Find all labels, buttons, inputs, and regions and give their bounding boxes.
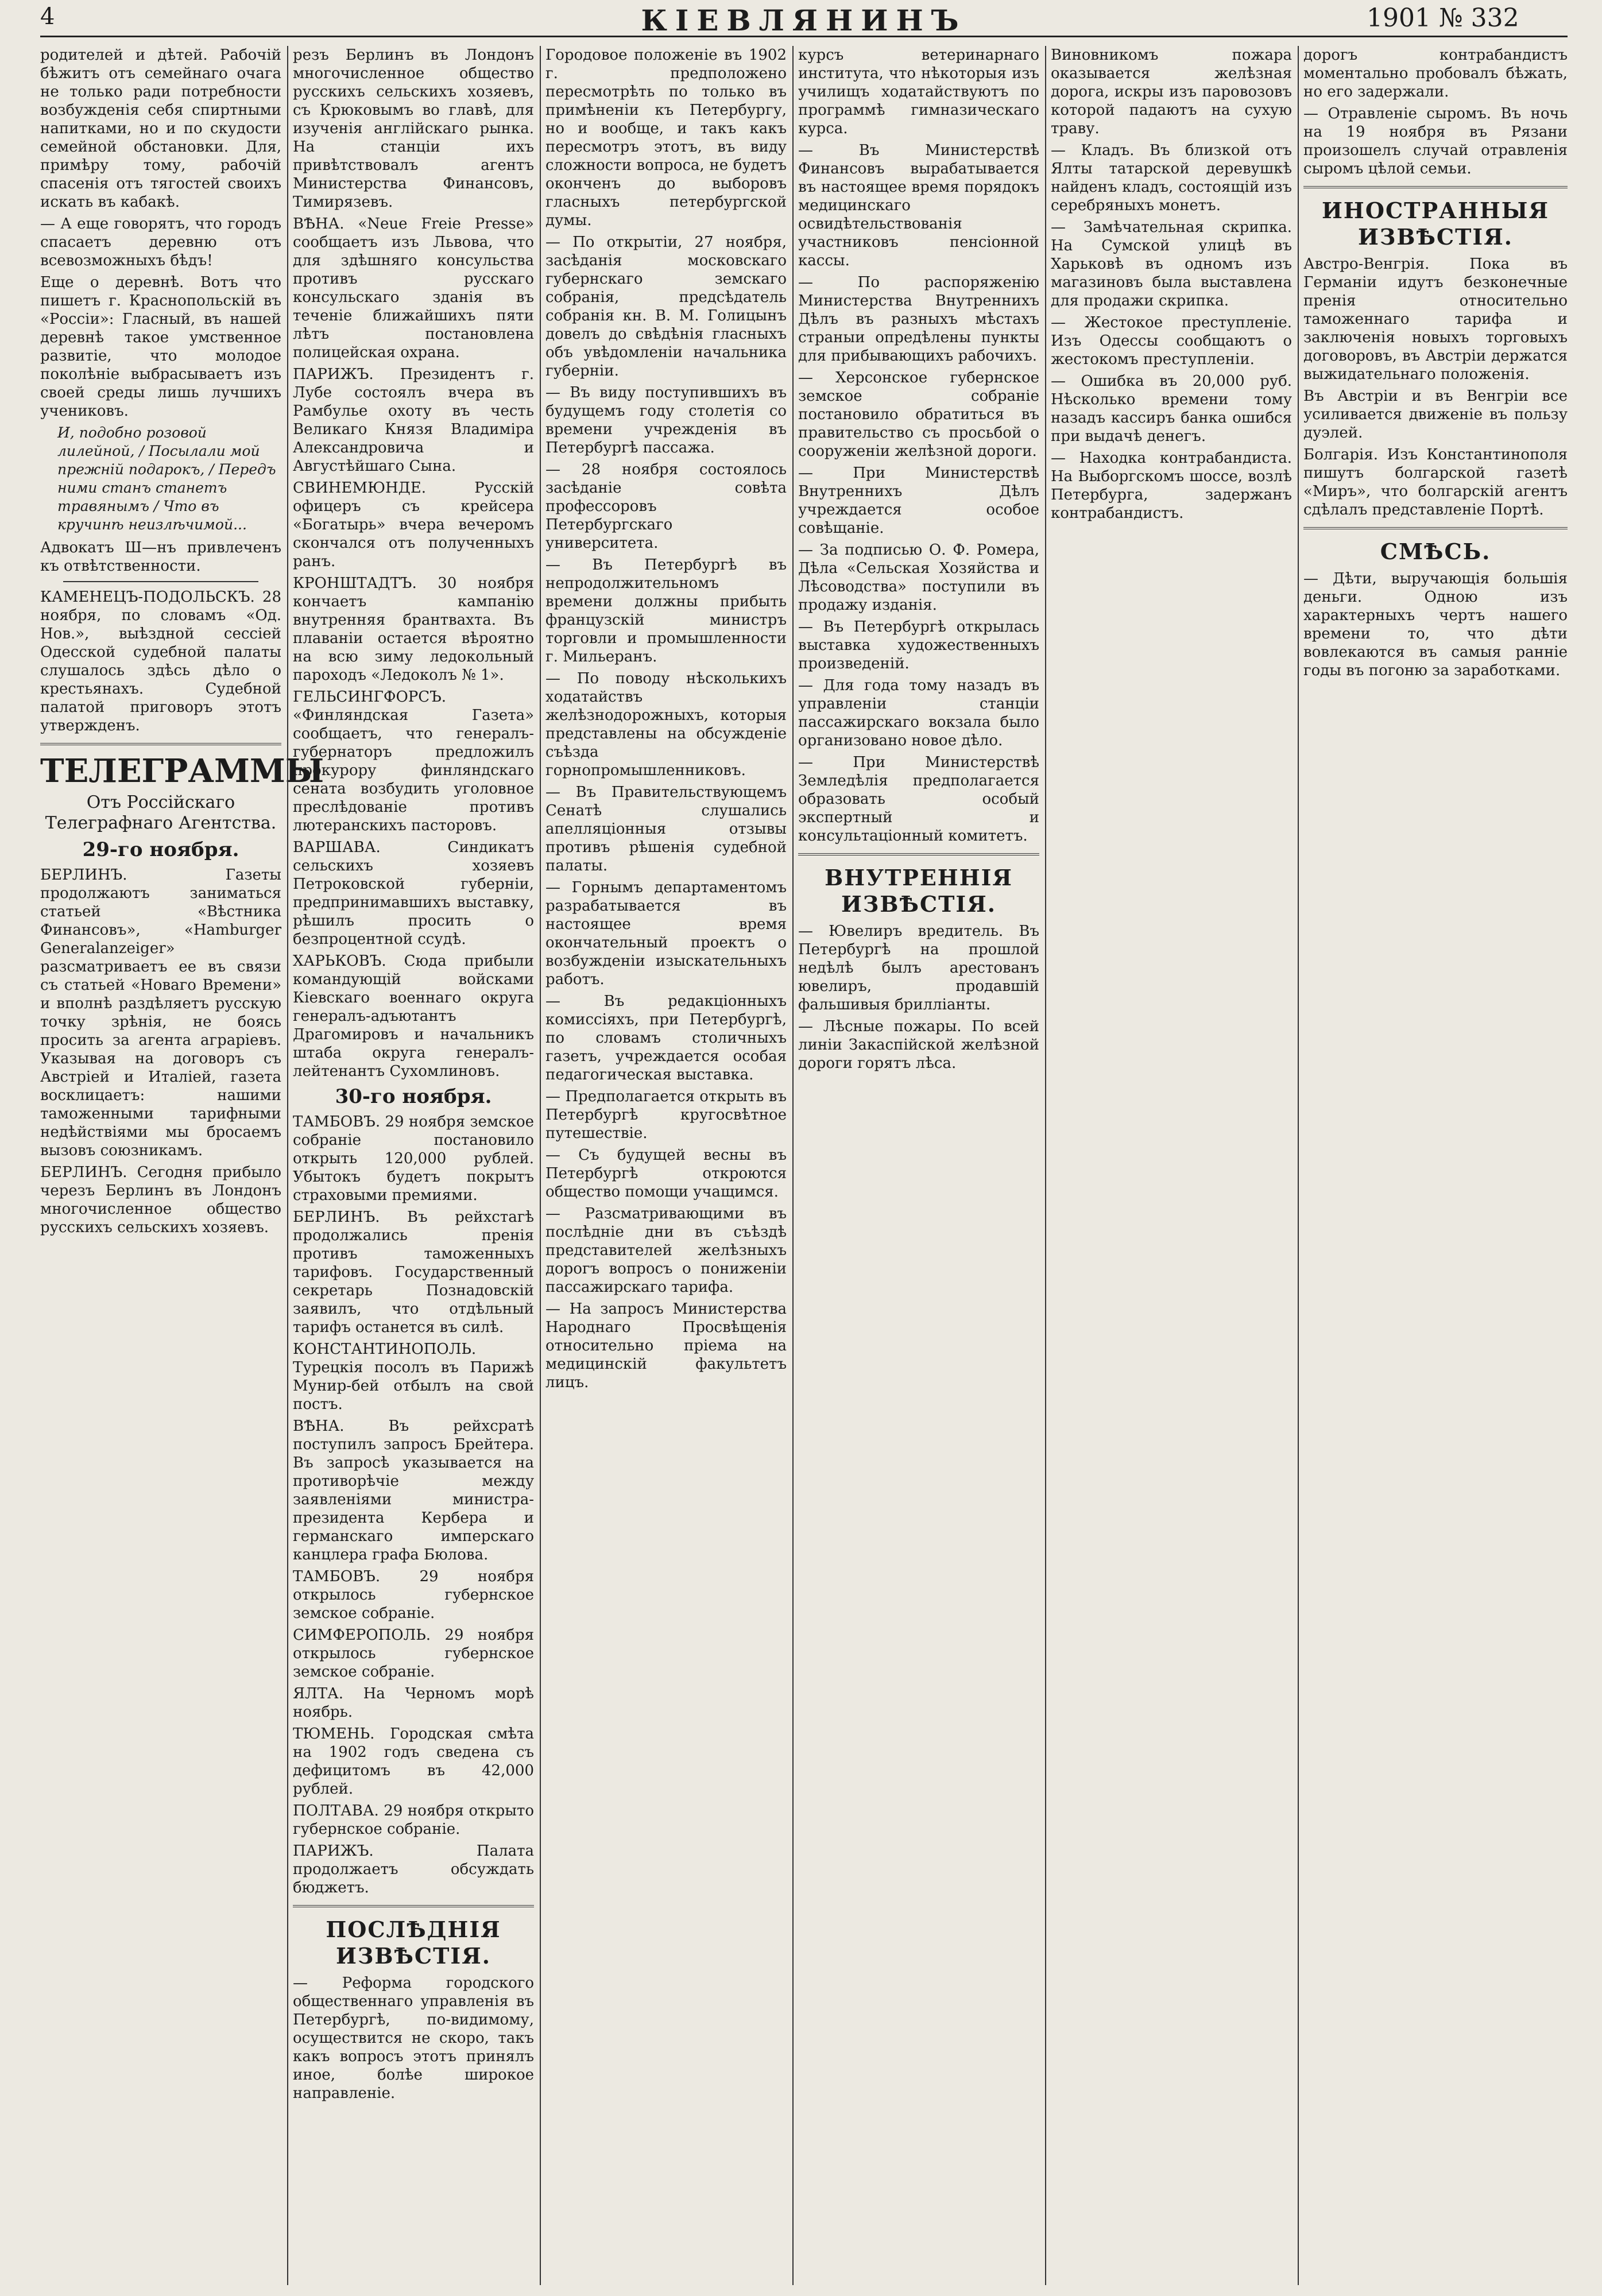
divider — [40, 743, 281, 745]
col2-paragraph: СВИНЕМЮНДЕ. Русскій офицеръ съ крейсера «Богатырь» вчера вечеромъ скончался отъ полученныхъ ранъ. — [293, 479, 534, 570]
col6-paragraph: Болгарія. Изъ Константинополя пишутъ болгарской газетѣ «Миръ», что болгарскій агентъ сдѣлалъ представленіе Портѣ. — [1303, 446, 1568, 518]
col2-paragraph: резъ Берлинъ въ Лондонъ многочисленное общество русскихъ сельскихъ хозяевъ, съ Крюковымъ во главѣ, для изученія англійскаго рынка. На станціи ихъ привѣтствовалъ агентъ Министерства Финансовъ, Тимирязевъ. — [293, 47, 534, 211]
divider — [1303, 527, 1568, 529]
col2-paragraph: СИМФЕРОПОЛЬ. 29 ноября открылось губернское земское собраніе. — [293, 1627, 534, 1681]
col6-paragraph: Въ Австріи и въ Венгріи все усиливается движеніе въ пользу дуэлей. — [1303, 388, 1568, 442]
miscellany-heading: СМѢСЬ. — [1380, 539, 1491, 564]
last-news-heading: ПОСЛѢДНІЯ ИЗВѢСТІЯ. — [326, 1916, 501, 1969]
col2-paragraph: ВѢНА. «Neue Freie Presse» сообщаетъ изъ Львова, что для здѣшняго консульства противъ русскаго консульскаго зданія въ теченіе ближайшихъ пяти лѣтъ постановлена полицейская охрана. — [293, 215, 534, 361]
col4-paragraph: — За подписью О. Ф. Ромера, Дѣла «Сельская Хозяйства и Лѣсоводства» поступили въ продажу изданія. — [798, 541, 1039, 614]
issue-date: 1901 № 332 — [1367, 3, 1519, 33]
col3-paragraph: — Въ Петербургѣ въ непродолжительномъ времени должны прибыть французскій министръ торговли и промышленности г. Мильеранъ. — [545, 556, 787, 665]
col3-paragraph: — Въ Правительствующемъ Сенатѣ слушались апелляціонныя отзывы противъ рѣшенія судебной палаты. — [545, 784, 787, 874]
foreign-news-heading: ИНОСТРАННЫЯ ИЗВѢСТІЯ. — [1322, 198, 1549, 250]
col1-paragraph: БЕРЛИНЪ. Сегодня прибыло черезъ Берлинъ въ Лондонъ многочисленное общество русскихъ сельскихъ хозяевъ. — [40, 1164, 281, 1236]
col3-paragraph: Городовое положеніе въ 1902 г. предположено пересмотрѣть по только въ примѣненіи къ Петербургу, но и вообще, и такъ какъ пересмотръ этотъ, въ виду сложности вопроса, не будетъ оконченъ до выборовъ гласныхъ петербургской думы. — [545, 47, 787, 229]
col3-paragraph: — По открытіи, 27 ноября, засѣданія московскаго губернскаго земскаго собранія, предсѣдатель собранія кн. В. М. Голицынъ довелъ до свѣдѣнія гласныхъ объ увѣдомленіи начальника губерніи. — [545, 234, 787, 380]
col2-paragraph: — Реформа городского общественнаго управленія въ Петербургѣ, по-видимому, осуществится не скоро, такъ какъ вопросъ этотъ принялъ иное, болѣе широкое направленіе. — [293, 1974, 534, 2102]
col4-paragraph: — При Министерствѣ Внутреннихъ Дѣлъ учреждается особое совѣщаніе. — [798, 464, 1039, 537]
col2-paragraph: ПОЛТАВА. 29 ноября открыто губернское собраніе. — [293, 1802, 534, 1838]
col2-paragraph: ЯЛТА. На Черномъ морѣ ноябрь. — [293, 1685, 534, 1721]
column-divider — [1045, 46, 1046, 2285]
col4-paragraph: курсъ ветеринарнаго института, что нѣкоторыя изъ училищъ ходатайствуютъ по программѣ гимназическаго курса. — [798, 47, 1039, 137]
column-divider — [792, 46, 794, 2285]
col3-paragraph: — Разсматривающими въ послѣдніе дни въ съѣздѣ представителей желѣзныхъ дорогъ вопросъ о пониженіи пассажирскаго тарифа. — [545, 1205, 787, 1296]
col1-paragraph: — А еще говорятъ, что городъ спасаетъ деревню отъ всевозможныхъ бѣдъ! — [40, 215, 281, 269]
col2-paragraph: ТАМБОВЪ. 29 ноября открылось губернское земское собраніе. — [293, 1568, 534, 1622]
col5-paragraph: Виновникомъ пожара оказывается желѣзная дорога, искры изъ паровозовъ которой падаютъ на сухую траву. — [1051, 47, 1292, 137]
col4-paragraph: — Херсонское губернское земское собраніе постановило обратиться въ правительство съ просьбой о сооруженіи желѣзной дороги. — [798, 369, 1039, 460]
column-1 — [40, 46, 324, 2285]
col3-paragraph: — Съ будущей весны въ Петербургѣ откроются общество помощи учащимся. — [545, 1147, 787, 1201]
col5-paragraph: — Замѣчательная скрипка. На Сумской улицѣ въ Харьковѣ въ одномъ изъ магазиновъ была выставлена для продажи скрипка. — [1051, 219, 1292, 309]
col4-paragraph: — Лѣсные пожары. По всей линіи Закаспійской желѣзной дороги горятъ лѣса. — [798, 1018, 1039, 1072]
col2-paragraph: ТАМБОВЪ. 29 ноября земское собраніе постановило открыть 120,000 рублей. Убытокъ будетъ покрытъ страховыми премиями. — [293, 1113, 534, 1204]
telegrams-subheading: Отъ Россійскаго Телеграфнаго Агентства. — [45, 792, 277, 833]
col3-paragraph: — По поводу нѣсколькихъ ходатайствъ желѣзнодорожныхъ, которыя представлены на обсужденіе съѣзда горнопромышленниковъ. — [545, 670, 787, 779]
col4-paragraph: — При Министерствѣ Земледѣлія предполагается образовать особый экспертный и консультаціонный комитетъ. — [798, 754, 1039, 845]
col2-paragraph: КОНСТАНТИНОПОЛЬ. Турецкія посолъ въ Парижѣ Мунир-бей отбылъ на свой постъ. — [293, 1341, 534, 1413]
newspaper-title: КІЕВЛЯНИНЪ — [641, 3, 967, 37]
col2-paragraph: ПАРИЖЪ. Президентъ г. Лубе состоялъ вчера въ Рамбулье охоту въ честь Великаго Князя Владиміра Александровича и Августѣйшаго Сына. — [293, 366, 534, 475]
col6-paragraph: дорогъ контрабандистъ моментально пробовалъ бѣжать, но его задержали. — [1303, 47, 1568, 100]
divider — [293, 1905, 534, 1907]
col6-paragraph: Австро-Венгрія. Пока въ Германіи идутъ безконечные пренія относительно таможеннаго тарифа и заключенія новыхъ торговыхъ договоровъ, въ Австріи держатся выжидательнаго положенія. — [1303, 255, 1568, 383]
page-number: 4 — [40, 3, 55, 30]
inner-news-heading: ВНУТРЕННІЯ ИЗВѢСТІЯ. — [825, 865, 1013, 917]
col6-paragraph: — Отравленіе сыромъ. Въ ночь на 19 ноября въ Рязани произошелъ случай отравленія сыромъ цѣлой семьи. — [1303, 105, 1568, 177]
col1-paragraph: Адвокатъ Ш—нъ привлеченъ къ отвѣтственности. — [40, 539, 281, 575]
col4-paragraph: — Въ Министерствѣ Финансовъ вырабатывается въ настоящее время порядокъ медицинскаго освидѣтельствованія участниковъ пенсіонной кассы. — [798, 142, 1039, 269]
col1-paragraph: БЕРЛИНЪ. Газеты продолжаютъ заниматься статьей «Вѣстника Финансовъ», «Hamburger Generalanzeiger» разсматриваетъ ее въ связи съ статьей «Новаго Времени» и вполнѣ раздѣляетъ русскую точку зрѣнія, не боясь просить за агента аграріевъ. Указывая на договоръ съ Австріей и Италіей, газета восклицаетъ: нашими таможенными тарифными недѣйствіями мы бросаемъ вызовъ союзникамъ. — [40, 866, 281, 1159]
column-3 — [545, 46, 787, 2285]
col2-paragraph: БЕРЛИНЪ. Въ рейхстагѣ продолжались пренія противъ таможенныхъ тарифовъ. Государственный секретарь Познадовскій заявилъ, что отдѣльный тарифъ останется въ силѣ. — [293, 1209, 534, 1336]
col3-paragraph: — Въ редакціонныхъ комиссіяхъ, при Петербургѣ, по словамъ столичныхъ газетъ, учреждается особая педагогическая выставка. — [545, 993, 787, 1083]
divider — [798, 853, 1039, 855]
divider — [63, 581, 258, 582]
masthead-rule — [40, 36, 1568, 37]
col3-paragraph: — На запросъ Министерства Народнаго Просвѣщенія относительно пріема на медицинскій факультетъ лицъ. — [545, 1300, 787, 1391]
col3-paragraph: — 28 ноября состоялось засѣданіе совѣта профессоровъ Петербургскаго университета. — [545, 461, 787, 552]
col2-paragraph: КРОНШТАДТЪ. 30 ноября кончаетъ кампанію внутренняя брантвахта. Въ плаваніи остается вѣроятно на всю зиму ледокольный пароходъ «Ледоколъ № 1». — [293, 575, 534, 684]
col2-paragraph: ВѢНА. Въ рейхсратѣ поступилъ запросъ Брейтера. Въ запросѣ указывается на противорѣчіе между заявленіями министра-президента Кербера и германскаго имперскаго канцлера графа Бюлова. — [293, 1418, 534, 1563]
col5-paragraph: — Находка контрабандиста. На Выборгскомъ шоссе, возлѣ Петербурга, задержанъ контрабандистъ. — [1051, 450, 1292, 522]
col2-paragraph: ГЕЛЬСИНГФОРСЪ. «Финляндская Газета» сообщаетъ, что генералъ-губернаторъ предложилъ прокурору финляндскаго сената возбудить уголовное преслѣдованіе противъ лютеранскихъ пасторовъ. — [293, 688, 534, 834]
col5-paragraph: — Ошибка въ 20,000 руб. Нѣсколько времени тому назадъ кассиръ банка ошибся при выдачѣ денегъ. — [1051, 373, 1292, 445]
col5-paragraph: — Кладъ. Въ близкой отъ Ялты татарской деревушкѣ найденъ кладъ, состоящій изъ серебряныхъ монетъ. — [1051, 142, 1292, 214]
column-2 — [293, 46, 534, 2285]
col1-paragraph: КАМЕНЕЦЪ-ПОДОЛЬСКЪ. 28 ноября, по словамъ «Од. Нов.», выѣздной сессіей Одесской судебной палаты слушалось здѣсь дѣло о крестьянахъ. Судебной палатой приговоръ этотъ утвержденъ. — [40, 588, 281, 734]
column-divider — [287, 46, 288, 2285]
divider — [1303, 186, 1568, 188]
col4-paragraph: — По распоряженію Министерства Внутреннихъ Дѣлъ въ разныхъ мѣстахъ страныи опредѣлены пункты для прибывающихъ рабочихъ. — [798, 274, 1039, 365]
col4-paragraph: — Ювелиръ вредитель. Въ Петербургѣ на прошлой недѣлѣ былъ арестованъ ювелиръ, продавшій фальшивыя брилліанты. — [798, 923, 1039, 1013]
column-4 — [798, 46, 1039, 2285]
col2-paragraph: ПАРИЖЪ. Палата продолжаетъ обсуждать бюджетъ. — [293, 1842, 534, 1896]
column-5 — [1051, 46, 1292, 2285]
column-6 — [1303, 46, 1568, 2285]
date-heading: 30-го ноября. — [335, 1085, 492, 1108]
date-heading: 29-го ноября. — [82, 838, 239, 861]
col3-paragraph: — Горнымъ департаментомъ разрабатывается въ настоящее время окончательный проектъ о возбужденіи изыскательныхъ работъ. — [545, 879, 787, 988]
column-divider — [540, 46, 541, 2285]
col2-paragraph: ТЮМЕНЬ. Городская смѣта на 1902 годъ сведена съ дефицитомъ въ 42,000 рублей. — [293, 1725, 534, 1798]
col1-poem: И, подобно розовой лилейной, / Посылали мой прежній подарокъ, / Передъ ними станъ станетъ травянымъ / Что въ кручинѣ неизлѣчимой... — [57, 424, 276, 533]
col1-paragraph: родителей и дѣтей. Рабочій бѣжитъ отъ семейнаго очага не только ради потребности возбужденія себя спиртными напитками, но и по скудости семейной обстановки. Для, примѣру тому, рабочій спасенія отъ тягостей своихъ искать въ кабакѣ. — [40, 47, 281, 211]
masthead — [0, 0, 1602, 40]
col4-paragraph: — Для года тому назадъ въ управленіи станціи пассажирскаго вокзала было организовано новое дѣло. — [798, 677, 1039, 749]
col4-paragraph: — Въ Петербургѣ открылась выставка художественныхъ произведеній. — [798, 618, 1039, 672]
col2-paragraph: ВАРШАВА. Синдикатъ сельскихъ хозяевъ Петроковской губерніи, предпринимавшихъ выставку, рѣшилъ просить о безпроцентной ссудѣ. — [293, 839, 534, 948]
col2-paragraph: ХАРЬКОВЪ. Сюда прибыли командующій войсками Кіевскаго военнаго округа генералъ-адъютантъ Драгомировъ и начальникъ штаба округа генералъ-лейтенантъ Сухомлиновъ. — [293, 953, 534, 1080]
column-divider — [1298, 46, 1299, 2285]
col1-paragraph: Еще о деревнѣ. Вотъ что пишетъ г. Краснопольскій въ «Россіи»: Гласный, въ нашей деревнѣ такое умственное развитіе, что молодое поколѣніе выбрасываетъ изъ своей среды лишь лучшихъ учениковъ. — [40, 274, 281, 420]
col3-paragraph: — Предполагается открыть въ Петербургѣ кругосвѣтное путешествіе. — [545, 1088, 787, 1142]
col6-paragraph: — Дѣти, выручающія большія деньги. Одною изъ характерныхъ чертъ нашего времени то, что дѣти вовлекаются въ самыя ранніе годы въ погоню за заработками. — [1303, 570, 1568, 679]
col3-paragraph: — Въ виду поступившихъ въ будущемъ году столетія со времени учрежденія въ Петербургѣ пассажа. — [545, 384, 787, 456]
telegrams-heading: ТЕЛЕГРАММЫ — [40, 752, 324, 790]
col5-paragraph: — Жестокое преступленіе. Изъ Одессы сообщаютъ о жестокомъ преступленіи. — [1051, 314, 1292, 368]
